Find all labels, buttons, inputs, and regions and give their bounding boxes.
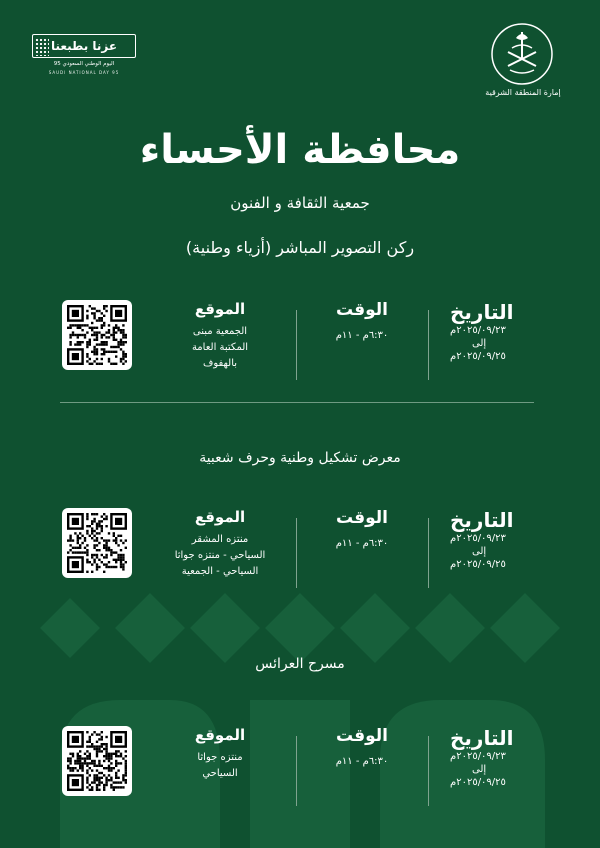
page-subtitle: جمعية الثقافة و الفنون: [230, 194, 370, 212]
time-column: [302, 508, 422, 549]
location-label: الموقع: [194, 300, 246, 318]
saudi-emblem-icon: [490, 22, 554, 86]
date-from: ٢٠٢٥/٠٩/٢٣م: [450, 325, 506, 336]
divider: [296, 310, 297, 380]
location-value: [150, 532, 290, 580]
event-2-info: [40, 508, 560, 618]
time-label: الوقت: [336, 300, 388, 320]
date-label: التاريخ: [450, 726, 514, 750]
location-value: [150, 750, 290, 782]
time-value: ٦:٣٠م - ١١م: [335, 538, 389, 549]
date-column: [450, 508, 570, 571]
location-line: السياحي - منتزه جواثا: [174, 550, 266, 561]
emirate-name: إمارة المنطقة الشرقية: [485, 88, 561, 97]
time-label: الوقت: [336, 508, 388, 528]
date-to-word: إلى: [472, 546, 487, 557]
time-value: ٦:٣٠م - ١١م: [335, 330, 389, 341]
date-to-word: إلى: [472, 338, 487, 349]
qr-code[interactable]: [62, 300, 132, 370]
qr-code-icon: [67, 731, 127, 791]
qr-code[interactable]: [62, 726, 132, 796]
event-2-title: معرض تشكيل وطنية وحرف شعبية: [199, 450, 401, 466]
date-to: ٢٠٢٥/٠٩/٢٥م: [450, 351, 506, 362]
time-column: [302, 726, 422, 767]
location-line: منتزه جواثا: [197, 752, 243, 763]
divider: [296, 736, 297, 806]
qr-code-icon: [67, 305, 127, 365]
qr-code-icon: [67, 513, 127, 573]
location-column: [150, 300, 290, 372]
location-line: المكتبة العامة: [191, 342, 249, 353]
date-to: ٢٠٢٥/٠٩/٢٥م: [450, 559, 506, 570]
badge-english: SAUDI NATIONAL DAY 95: [48, 70, 120, 75]
time-label: الوقت: [336, 726, 388, 746]
event-1-title: ركن التصوير المباشر (أزياء وطنية): [185, 238, 415, 257]
dots-pattern-icon: [35, 38, 49, 56]
event-3-info: [40, 726, 560, 836]
page-title: محافظة الأحساء: [139, 127, 461, 173]
location-line: السياحي: [202, 768, 238, 779]
divider: [428, 736, 429, 806]
date-label: التاريخ: [450, 508, 514, 532]
event-3-title: مسرح العرائس: [255, 656, 345, 672]
qr-code[interactable]: [62, 508, 132, 578]
time-value: ٦:٣٠م - ١١م: [335, 756, 389, 767]
time-column: [302, 300, 422, 341]
badge-box: [32, 34, 136, 58]
badge-subtitle: اليوم الوطني السعودي 95: [53, 61, 115, 67]
date-to: ٢٠٢٥/٠٩/٢٥م: [450, 777, 506, 788]
date-from: ٢٠٢٥/٠٩/٢٣م: [450, 533, 506, 544]
location-line: بالهفوف: [202, 358, 238, 369]
location-label: الموقع: [194, 726, 246, 744]
location-line: الجمعية مبنى: [192, 326, 248, 337]
date-label: التاريخ: [450, 300, 514, 324]
divider: [428, 310, 429, 380]
location-label: الموقع: [194, 508, 246, 526]
location-column: [150, 508, 290, 580]
location-value: [150, 324, 290, 372]
section-divider: [60, 402, 534, 403]
date-column: [450, 300, 570, 363]
date-from: ٢٠٢٥/٠٩/٢٣م: [450, 751, 506, 762]
event-1-info: [40, 300, 560, 410]
date-to-word: إلى: [472, 764, 487, 775]
location-line: السياحي - الجمعية: [181, 566, 259, 577]
national-day-badge: [32, 34, 136, 76]
location-line: منتزه المشقر: [191, 534, 249, 545]
divider: [428, 518, 429, 588]
location-column: [150, 726, 290, 782]
badge-title: عزنا بطبعنا: [50, 39, 118, 53]
date-column: [450, 726, 570, 789]
divider: [296, 518, 297, 588]
